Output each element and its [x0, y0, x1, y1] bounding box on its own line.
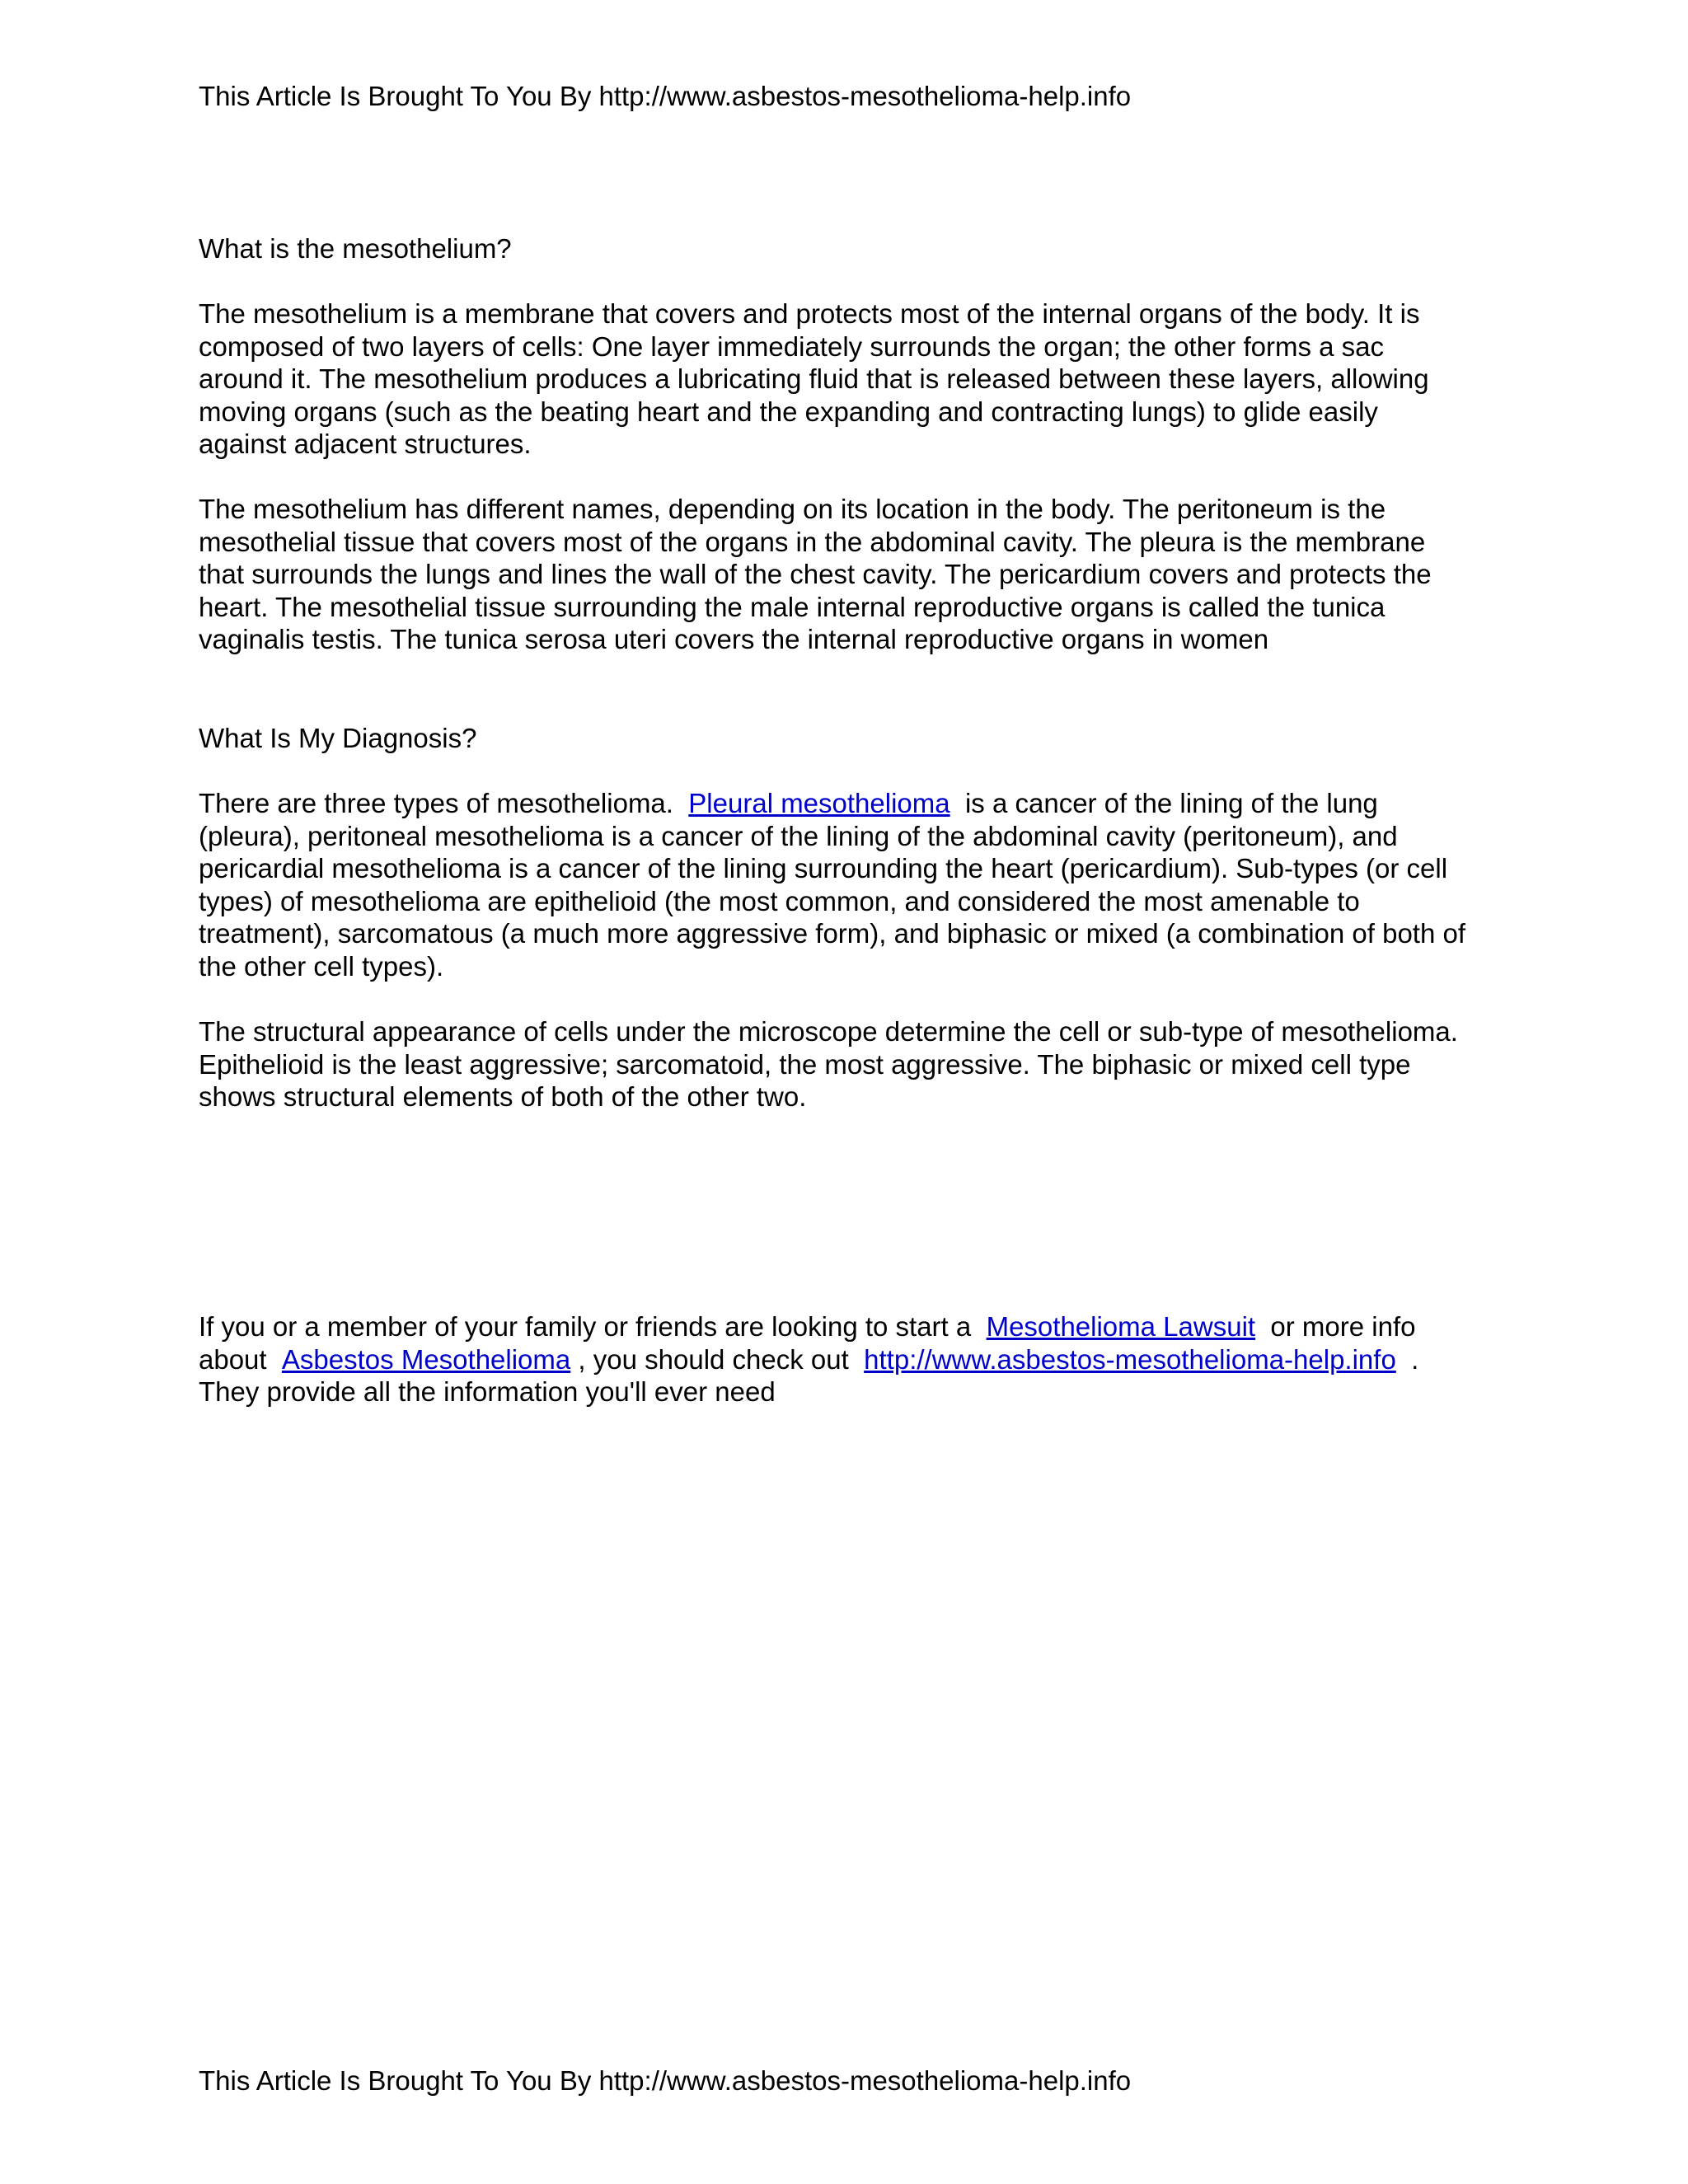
- paragraph-mesothelium-names: [199, 493, 1517, 656]
- text-line: [199, 787, 1517, 820]
- text-line: moving organs (such as the beating heart and the expanding and contracting lungs) to glide easily: [199, 396, 1378, 427]
- text-segment: or more info: [1263, 1311, 1416, 1342]
- text-line: types) of mesothelioma are epithelioid (the most common, and considered the most amenable to: [199, 885, 1360, 916]
- text-line: mesothelial tissue that covers most of the organs in the abdominal cavity. The pleura is the membrane: [199, 526, 1426, 557]
- text-line: [199, 1310, 1517, 1343]
- text-line: Epithelioid is the least aggressive; sarcomatoid, the most aggressive. The biphasic or mixed cell type: [199, 1048, 1411, 1080]
- text-line: around it. The mesothelium produces a lubricating fluid that is released between these layers, allowing: [199, 363, 1429, 394]
- text-segment: If you or a member of your family or friends are looking to start a: [199, 1311, 979, 1342]
- text-line: the other cell types).: [199, 950, 444, 982]
- page-header: This Article Is Brought To You By http://www.asbestos-mesothelioma-help.info: [199, 81, 1132, 111]
- website-link[interactable]: http://www.asbestos-mesothelioma-help.info: [864, 1343, 1396, 1375]
- text-line: vaginalis testis. The tunica serosa uteri covers the internal reproductive organs in women: [199, 624, 1269, 654]
- asbestos-mesothelioma-link[interactable]: Asbestos Mesothelioma: [281, 1343, 571, 1375]
- text-line: that surrounds the lungs and lines the wall of the chest cavity. The pericardium covers and protects the: [199, 559, 1432, 589]
- paragraph-cell-structure: [199, 1015, 1517, 1113]
- text-line: pericardial mesothelioma is a cancer of the lining surrounding the heart (pericardium). Sub-types (or cell: [199, 853, 1448, 883]
- text-segment: is a cancer of the lining of the lung: [957, 788, 1378, 818]
- text-line: heart. The mesothelial tissue surrounding the male internal reproductive organs is called the tunica: [199, 591, 1386, 622]
- paragraph-mesothelium-definition: [199, 298, 1517, 461]
- heading-diagnosis: What Is My Diagnosis?: [199, 723, 477, 753]
- text-line: (pleura), peritoneal mesothelioma is a cancer of the lining of the abdominal cavity (peritoneum), and: [199, 820, 1398, 851]
- paragraph-promo: [199, 1310, 1517, 1408]
- text-segment: .: [1403, 1343, 1419, 1375]
- text-segment: , you should check out: [570, 1343, 856, 1375]
- mesothelioma-lawsuit-link[interactable]: Mesothelioma Lawsuit: [986, 1311, 1256, 1342]
- page-footer: This Article Is Brought To You By http://www.asbestos-mesothelioma-help.info: [199, 2065, 1132, 2096]
- text-line: The mesothelium is a membrane that covers and protects most of the internal organs of the body. It is: [199, 298, 1420, 329]
- text-line: against adjacent structures.: [199, 429, 532, 459]
- text-line: The mesothelium has different names, depending on its location in the body. The peritoneum is the: [199, 494, 1386, 524]
- text-line: The structural appearance of cells under the microscope determine the cell or sub-type of mesothelioma.: [199, 1016, 1458, 1047]
- pleural-mesothelioma-link[interactable]: Pleural mesothelioma: [688, 788, 950, 818]
- text-line: treatment), sarcomatous (a much more aggressive form), and biphasic or mixed (a combination of both of: [199, 918, 1466, 949]
- paragraph-mesothelioma-types: [199, 787, 1517, 982]
- text-segment: about: [199, 1343, 274, 1375]
- heading-mesothelium: What is the mesothelium?: [199, 233, 512, 264]
- text-line: composed of two layers of cells: One layer immediately surrounds the organ; the other forms a sac: [199, 330, 1384, 362]
- text-segment: There are three types of mesothelioma.: [199, 788, 682, 818]
- text-line: [199, 1343, 1517, 1376]
- text-line: shows structural elements of both of the other two.: [199, 1081, 807, 1112]
- text-line: They provide all the information you'll ever need: [199, 1376, 776, 1407]
